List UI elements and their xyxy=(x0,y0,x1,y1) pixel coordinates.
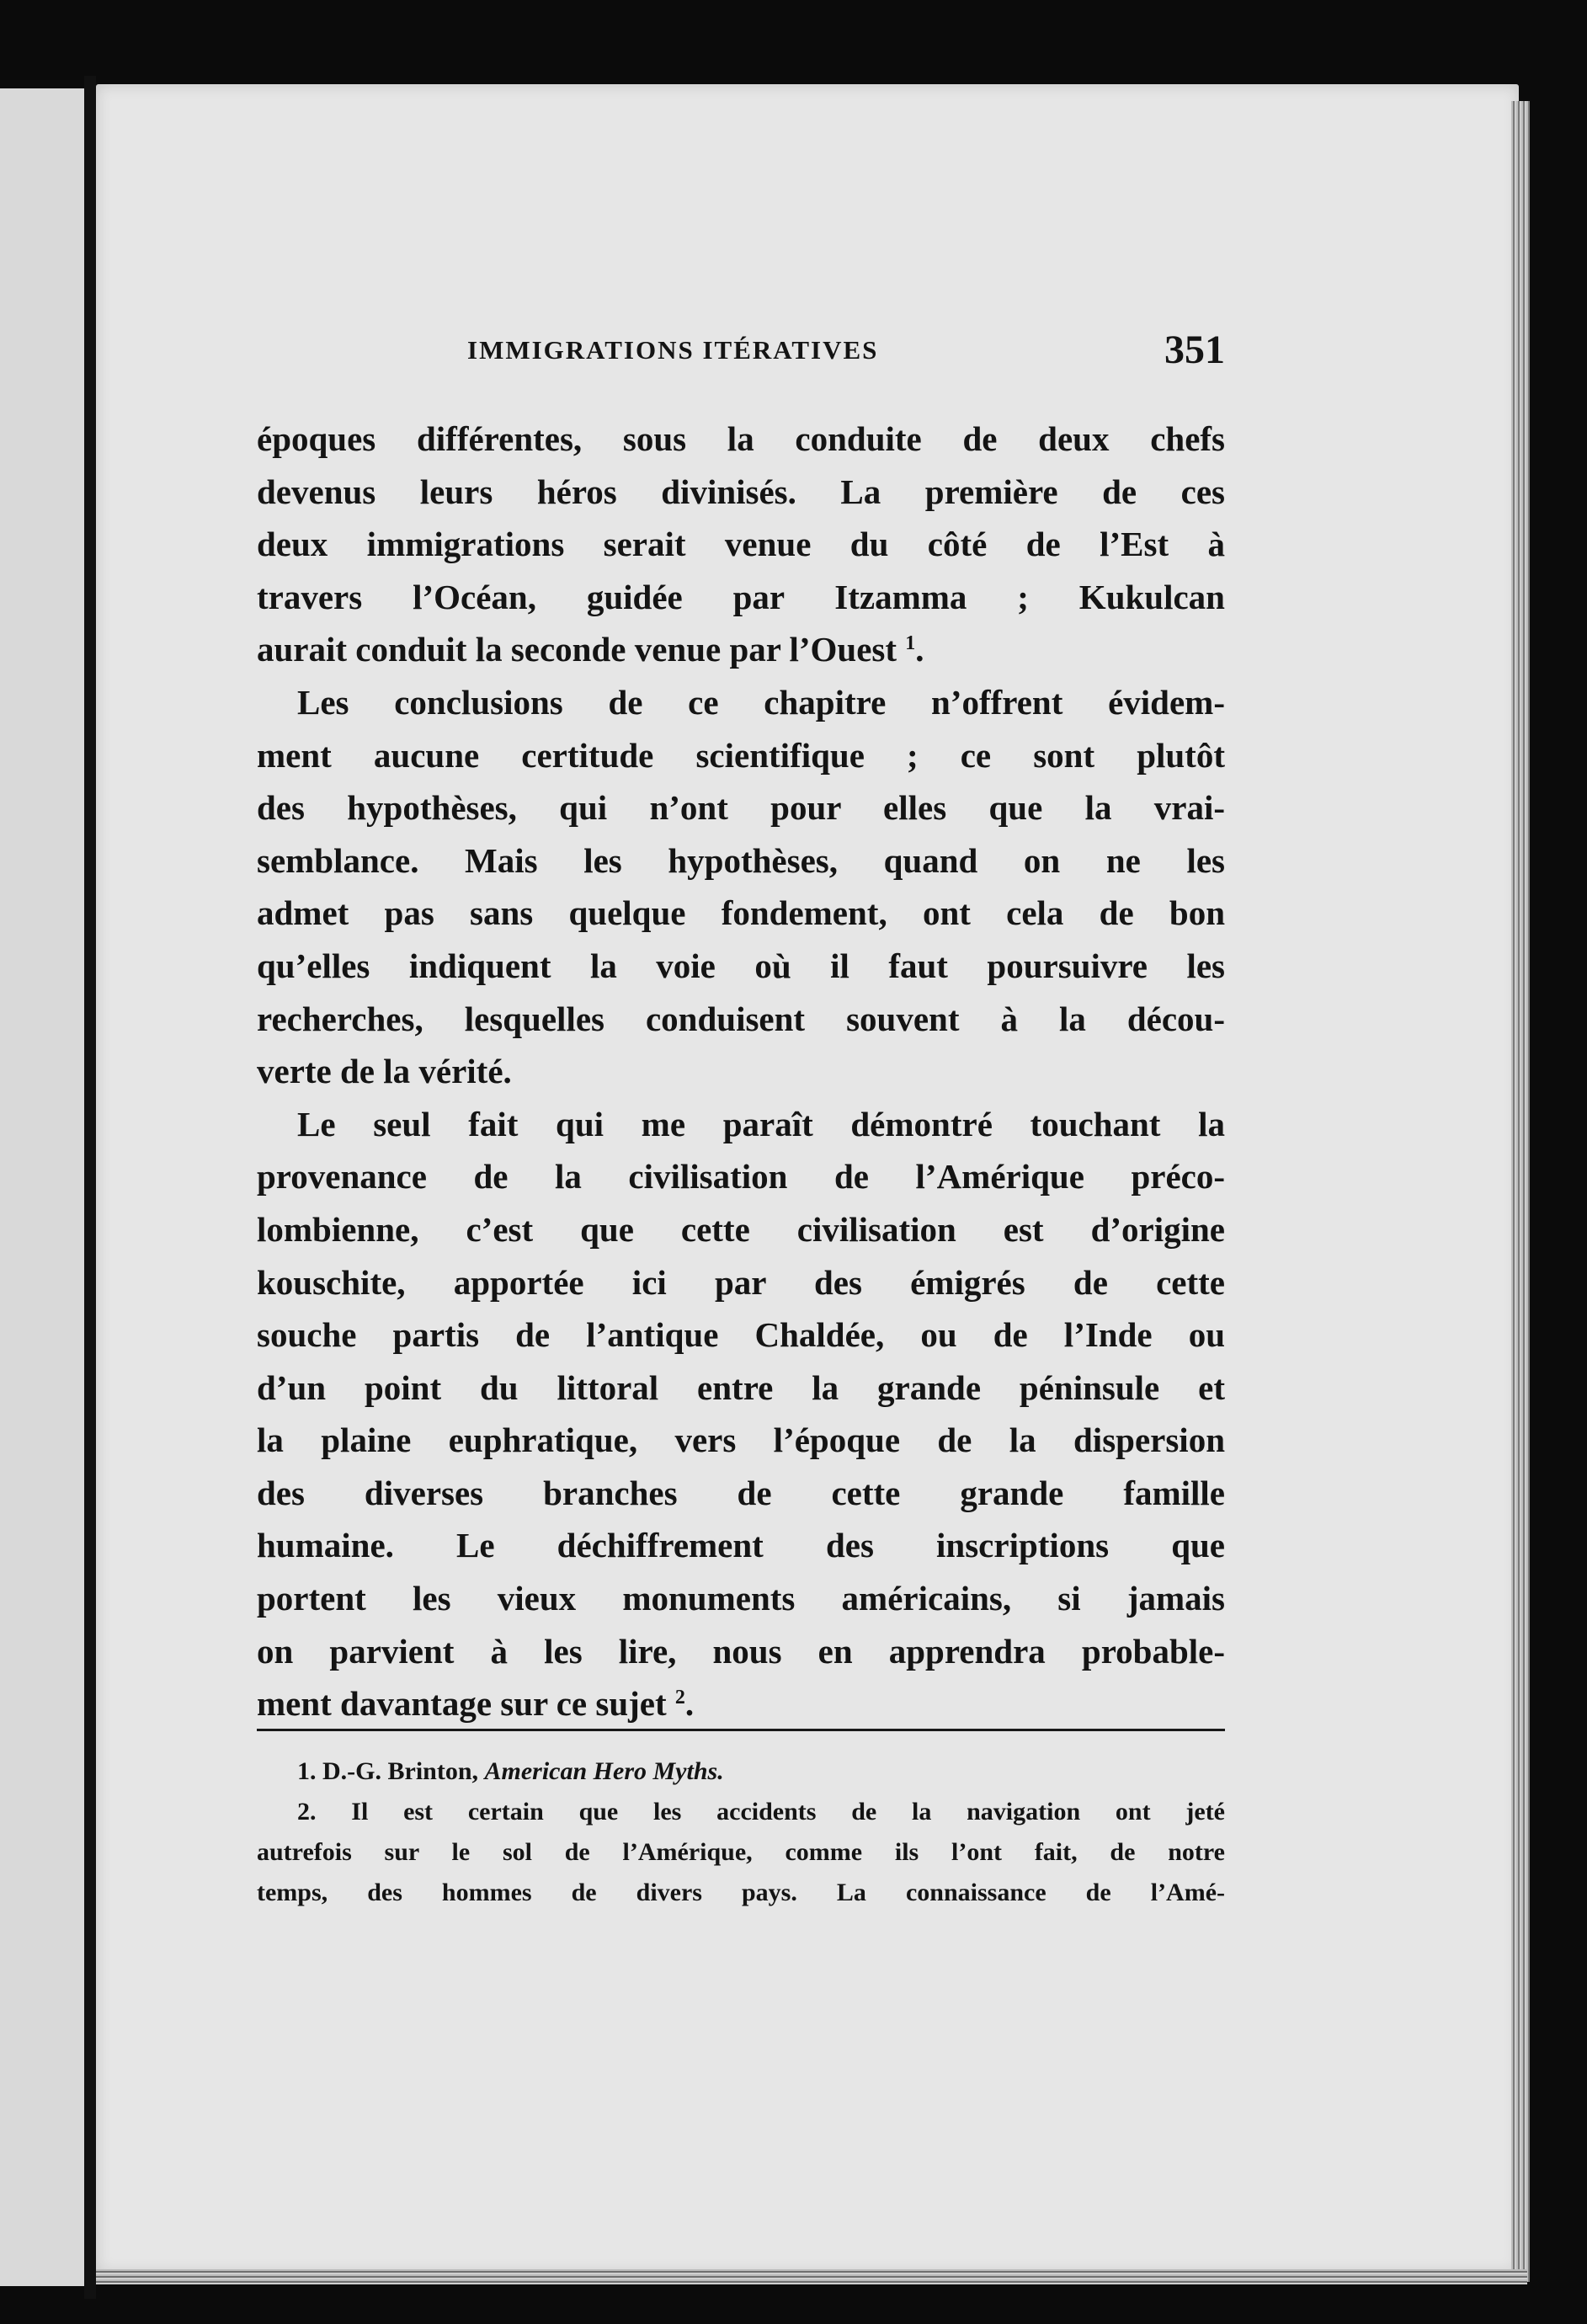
page-number: 351 xyxy=(1164,328,1225,372)
text-line: d’un point du littoral entre la grande péninsule et xyxy=(257,1367,1225,1407)
text-line: verte de la vérité. xyxy=(257,1052,512,1091)
text-line: des diverses branches de cette grande famille xyxy=(257,1473,1225,1512)
text-line: semblance. Mais les hypothèses, quand on ne les xyxy=(257,840,1225,880)
text-line: portent les vieux monuments américains, si jamais xyxy=(257,1579,1225,1618)
book-spine xyxy=(84,76,96,2299)
text-line: qu’elles indiquent la voie où il faut poursuivre les xyxy=(257,946,1225,985)
text-line: ment aucune certitude scientifique ; ce sont plutôt xyxy=(257,735,1225,775)
text-line: des hypothèses, qui n’ont pour elles que la vrai- xyxy=(257,788,1225,828)
footnote-rule xyxy=(257,1729,1225,1731)
footnote-1 xyxy=(257,1751,1225,1792)
page-stack-bottom-edge xyxy=(96,2269,1527,2284)
text-line: on parvient à les lire, nous en apprendra probable- xyxy=(257,1631,1225,1671)
footnote-marker: 2 xyxy=(674,1687,685,1709)
footnote-2-line: 2. Il est certain que les accidents de la navigation ont jeté xyxy=(297,1798,1225,1826)
running-head: IMMIGRATIONS ITÉRATIVES xyxy=(467,335,879,365)
text-line-content: ment davantage sur ce sujet xyxy=(257,1684,667,1724)
text-line: humaine. Le déchiffrement des inscriptions que xyxy=(257,1526,1225,1565)
text-line: souche partis de l’antique Chaldée, ou de l’Inde ou xyxy=(257,1315,1225,1355)
text-line: ment davantage sur ce sujet $^2$. xyxy=(257,1684,695,1724)
footnote-number: 1. xyxy=(297,1757,317,1785)
text-line: provenance de la civilisation de l’Amérique préco- xyxy=(257,1157,1225,1197)
text-line: époques différentes, sous la conduite de deux chefs xyxy=(257,419,1225,458)
footnote-author: D.-G. Brinton, xyxy=(322,1757,479,1785)
footnote-marker: 1 xyxy=(905,632,916,655)
footnote-2-line: temps, des hommes de divers pays. La connaissance de l’Amé- xyxy=(257,1879,1225,1906)
text-line: travers l’Océan, guidée par Itzamma ; Kukulcan xyxy=(257,577,1225,616)
text-line: aurait conduit la seconde venue par l’Ouest $^1$. xyxy=(257,630,924,669)
previous-page-edge xyxy=(0,88,88,2286)
text-line: recherches, lesquelles conduisent souvent à la décou- xyxy=(257,999,1225,1038)
page-stack-right-edge xyxy=(1511,101,1530,2282)
footnotes xyxy=(257,1751,1225,1913)
text-line: Le seul fait qui me paraît démontré touchant la xyxy=(297,1104,1225,1143)
text-line: devenus leurs héros divinisés. La première de ces xyxy=(257,472,1225,511)
footnote-2-line: autrefois sur le sol de l’Amérique, comme ils l’ont fait, de notre xyxy=(257,1838,1225,1866)
footnote-book-title: American Hero Myths. xyxy=(484,1757,724,1785)
text-line: la plaine euphratique, vers l’époque de la dispersion xyxy=(257,1421,1225,1460)
text-line: admet pas sans quelque fondement, ont cela de bon xyxy=(257,893,1225,933)
body-text xyxy=(257,413,1225,1730)
text-line-content: aurait conduit la seconde venue par l’Ouest xyxy=(257,630,897,669)
text-line: kouschite, apportée ici par des émigrés de cette xyxy=(257,1262,1225,1302)
text-line: deux immigrations serait venue du côté de l’Est à xyxy=(257,525,1225,564)
text-line: lombienne, c’est que cette civilisation est d’origine xyxy=(257,1209,1225,1249)
text-line: Les conclusions de ce chapitre n’offrent évidem- xyxy=(297,682,1225,722)
page-header xyxy=(257,328,1225,386)
